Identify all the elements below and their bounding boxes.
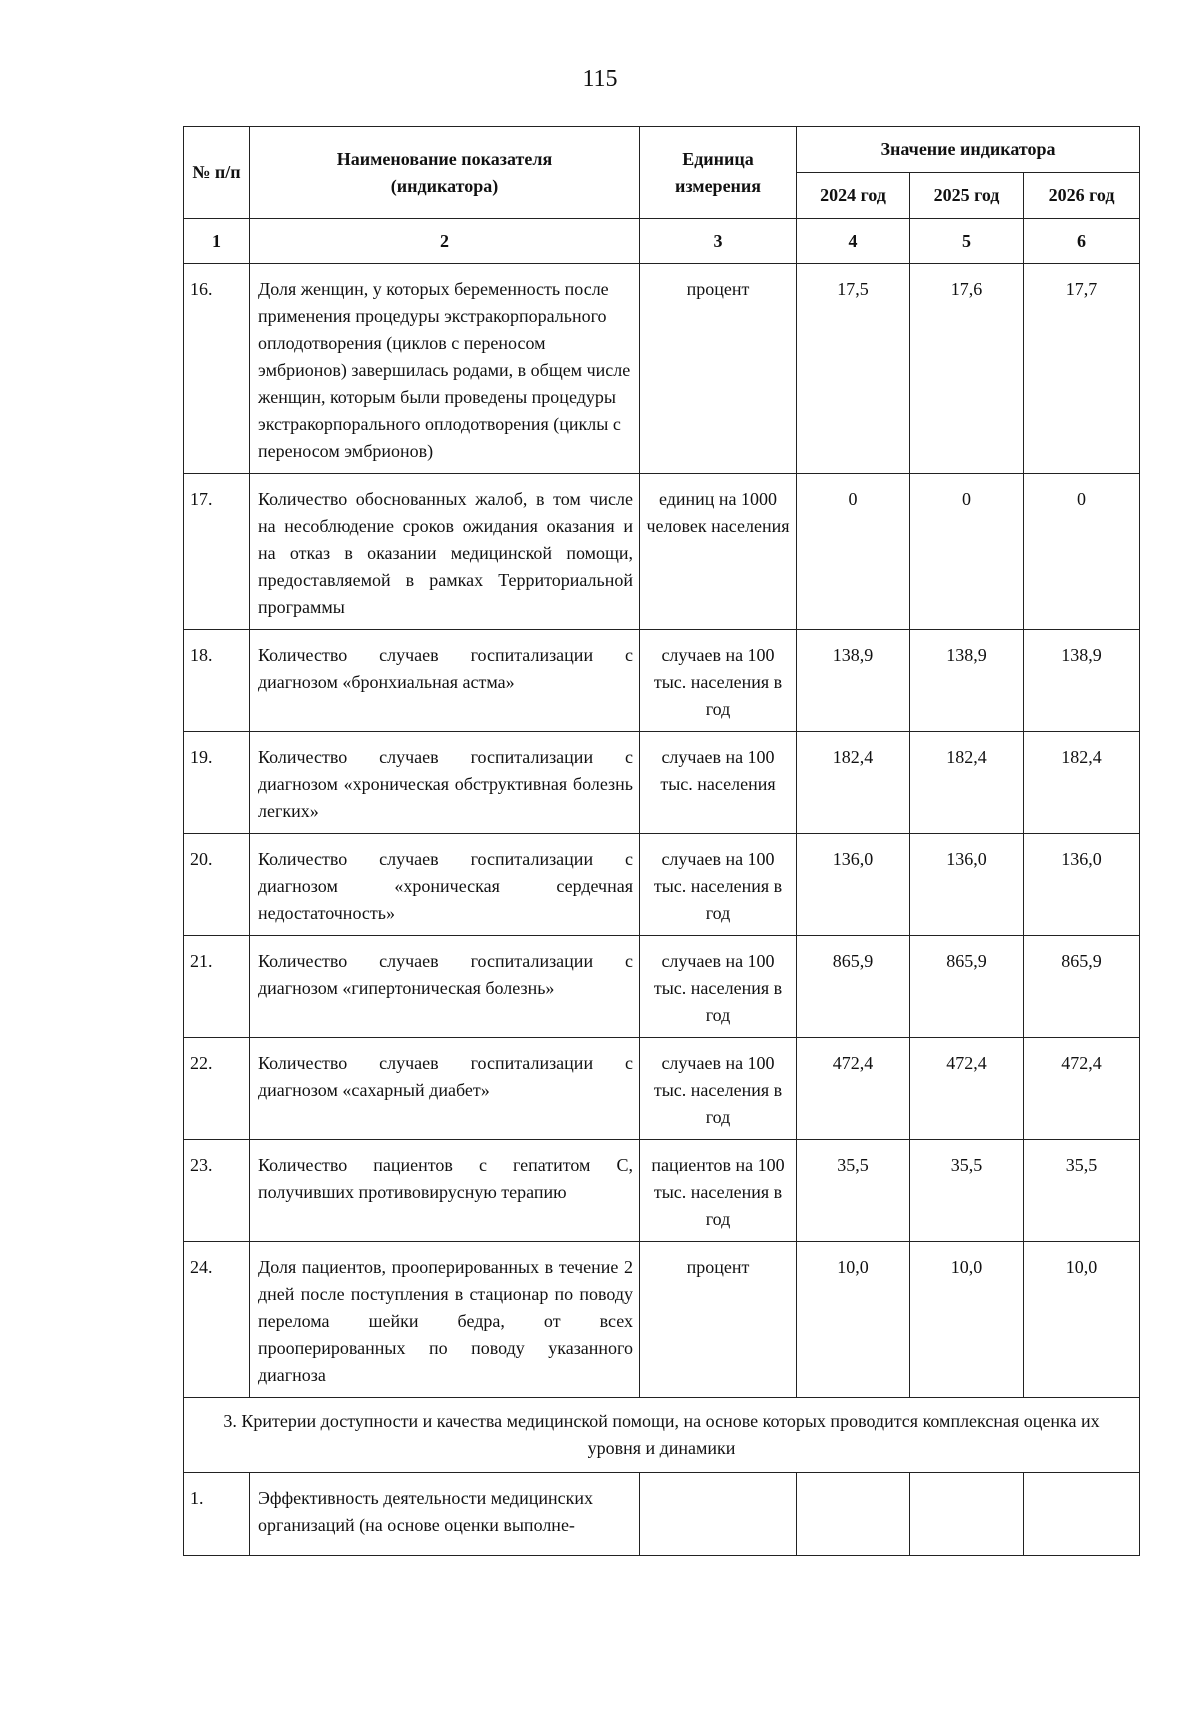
value-2026: 136,0: [1024, 834, 1140, 936]
indicator-table: [183, 126, 1140, 1556]
value-2024: 35,5: [797, 1140, 910, 1242]
value-2026: [1024, 1473, 1140, 1556]
value-2024: 472,4: [797, 1038, 910, 1140]
value-2026: 472,4: [1024, 1038, 1140, 1140]
table-row: [184, 264, 1140, 474]
value-2025: 17,6: [910, 264, 1024, 474]
column-number: 3: [640, 219, 797, 264]
value-2025: 35,5: [910, 1140, 1024, 1242]
indicator-name: Количество случаев госпитализации с диагнозом «бронхиальная астма»: [250, 630, 640, 732]
row-number: 23.: [184, 1140, 250, 1242]
indicator-name: Доля пациентов, прооперированных в течение 2 дней после поступления в стационар по поводу перелома шейки бедра, от всех прооперированных по поводу указанного диагноза: [250, 1242, 640, 1398]
column-number: 1: [184, 219, 250, 264]
table-row: [184, 732, 1140, 834]
value-2026: 138,9: [1024, 630, 1140, 732]
value-2026: 182,4: [1024, 732, 1140, 834]
value-2024: 17,5: [797, 264, 910, 474]
table-row: [184, 1140, 1140, 1242]
column-number: 4: [797, 219, 910, 264]
column-number: 2: [250, 219, 640, 264]
value-2025: 138,9: [910, 630, 1024, 732]
unit-cell: процент: [640, 264, 797, 474]
table-row: [184, 474, 1140, 630]
value-2024: 138,9: [797, 630, 910, 732]
indicator-name: Доля женщин, у которых беременность после применения процедуры экстракорпорального оплодотворения (циклов с переносом эмбрионов) завершилась родами, в общем числе женщин, которым были проведены процедуры экстракорпорального оплодотворения (циклы с переносом эмбрионов): [250, 264, 640, 474]
value-2024: [797, 1473, 910, 1556]
row-number: 19.: [184, 732, 250, 834]
unit-cell: случаев на 100 тыс. населения в год: [640, 630, 797, 732]
section-heading: 3. Критерии доступности и качества медицинской помощи, на основе которых проводится комплексная оценка их уровня и динамики: [184, 1398, 1140, 1473]
header-value-group: Значение индикатора: [797, 127, 1140, 173]
header-year-2025: 2025 год: [910, 173, 1024, 219]
value-2026: 865,9: [1024, 936, 1140, 1038]
row-number: 16.: [184, 264, 250, 474]
unit-cell: случаев на 100 тыс. населения: [640, 732, 797, 834]
header-year-2024: 2024 год: [797, 173, 910, 219]
row-number: 18.: [184, 630, 250, 732]
page-number: 115: [582, 66, 618, 92]
value-2026: 0: [1024, 474, 1140, 630]
row-number: 1.: [184, 1473, 250, 1556]
unit-cell: единиц на 1000 человек населения: [640, 474, 797, 630]
value-2025: 10,0: [910, 1242, 1024, 1398]
value-2025: 136,0: [910, 834, 1024, 936]
value-2025: 865,9: [910, 936, 1024, 1038]
table-row: [184, 1242, 1140, 1398]
table-row: [184, 630, 1140, 732]
value-2025: [910, 1473, 1024, 1556]
value-2025: 182,4: [910, 732, 1024, 834]
value-2026: 10,0: [1024, 1242, 1140, 1398]
unit-cell: случаев на 100 тыс. населения в год: [640, 834, 797, 936]
header-year-2026: 2026 год: [1024, 173, 1140, 219]
section-header-row: [184, 1398, 1140, 1473]
column-number: 5: [910, 219, 1024, 264]
header-no: № п/п: [184, 127, 250, 219]
value-2024: 0: [797, 474, 910, 630]
column-number-row: [184, 219, 1140, 264]
unit-cell: случаев на 100 тыс. населения в год: [640, 1038, 797, 1140]
value-2024: 182,4: [797, 732, 910, 834]
unit-cell: процент: [640, 1242, 797, 1398]
value-2025: 472,4: [910, 1038, 1024, 1140]
column-number: 6: [1024, 219, 1140, 264]
indicator-name: Количество пациентов с гепатитом С, получивших противовирусную терапию: [250, 1140, 640, 1242]
table-row: [184, 1473, 1140, 1556]
value-2026: 35,5: [1024, 1140, 1140, 1242]
table-row: [184, 936, 1140, 1038]
indicator-name: Количество случаев госпитализации с диагнозом «хроническая сердечная недостаточность»: [250, 834, 640, 936]
unit-cell: случаев на 100 тыс. населения в год: [640, 936, 797, 1038]
unit-cell: пациентов на 100 тыс. населения в год: [640, 1140, 797, 1242]
value-2024: 865,9: [797, 936, 910, 1038]
table-row: [184, 834, 1140, 936]
unit-cell: [640, 1473, 797, 1556]
header-name: Наименование показателя (индикатора): [250, 127, 640, 219]
row-number: 22.: [184, 1038, 250, 1140]
indicator-name: Количество обоснованных жалоб, в том числе на несоблюдение сроков ожидания оказания и на отказ в оказании медицинской помощи, предоставляемой в рамках Территориальной программы: [250, 474, 640, 630]
indicator-name: Количество случаев госпитализации с диагнозом «хроническая обструктивная болезнь легких»: [250, 732, 640, 834]
table-row: [184, 1038, 1140, 1140]
value-2025: 0: [910, 474, 1024, 630]
header-unit: Единица измерения: [640, 127, 797, 219]
value-2026: 17,7: [1024, 264, 1140, 474]
row-number: 20.: [184, 834, 250, 936]
indicator-name: Количество случаев госпитализации с диагнозом «гипертоническая болезнь»: [250, 936, 640, 1038]
indicator-name: Количество случаев госпитализации с диагнозом «сахарный диабет»: [250, 1038, 640, 1140]
value-2024: 136,0: [797, 834, 910, 936]
row-number: 24.: [184, 1242, 250, 1398]
indicator-name: Эффективность деятельности медицинских организаций (на основе оценки выполне-: [250, 1473, 640, 1556]
value-2024: 10,0: [797, 1242, 910, 1398]
row-number: 21.: [184, 936, 250, 1038]
row-number: 17.: [184, 474, 250, 630]
